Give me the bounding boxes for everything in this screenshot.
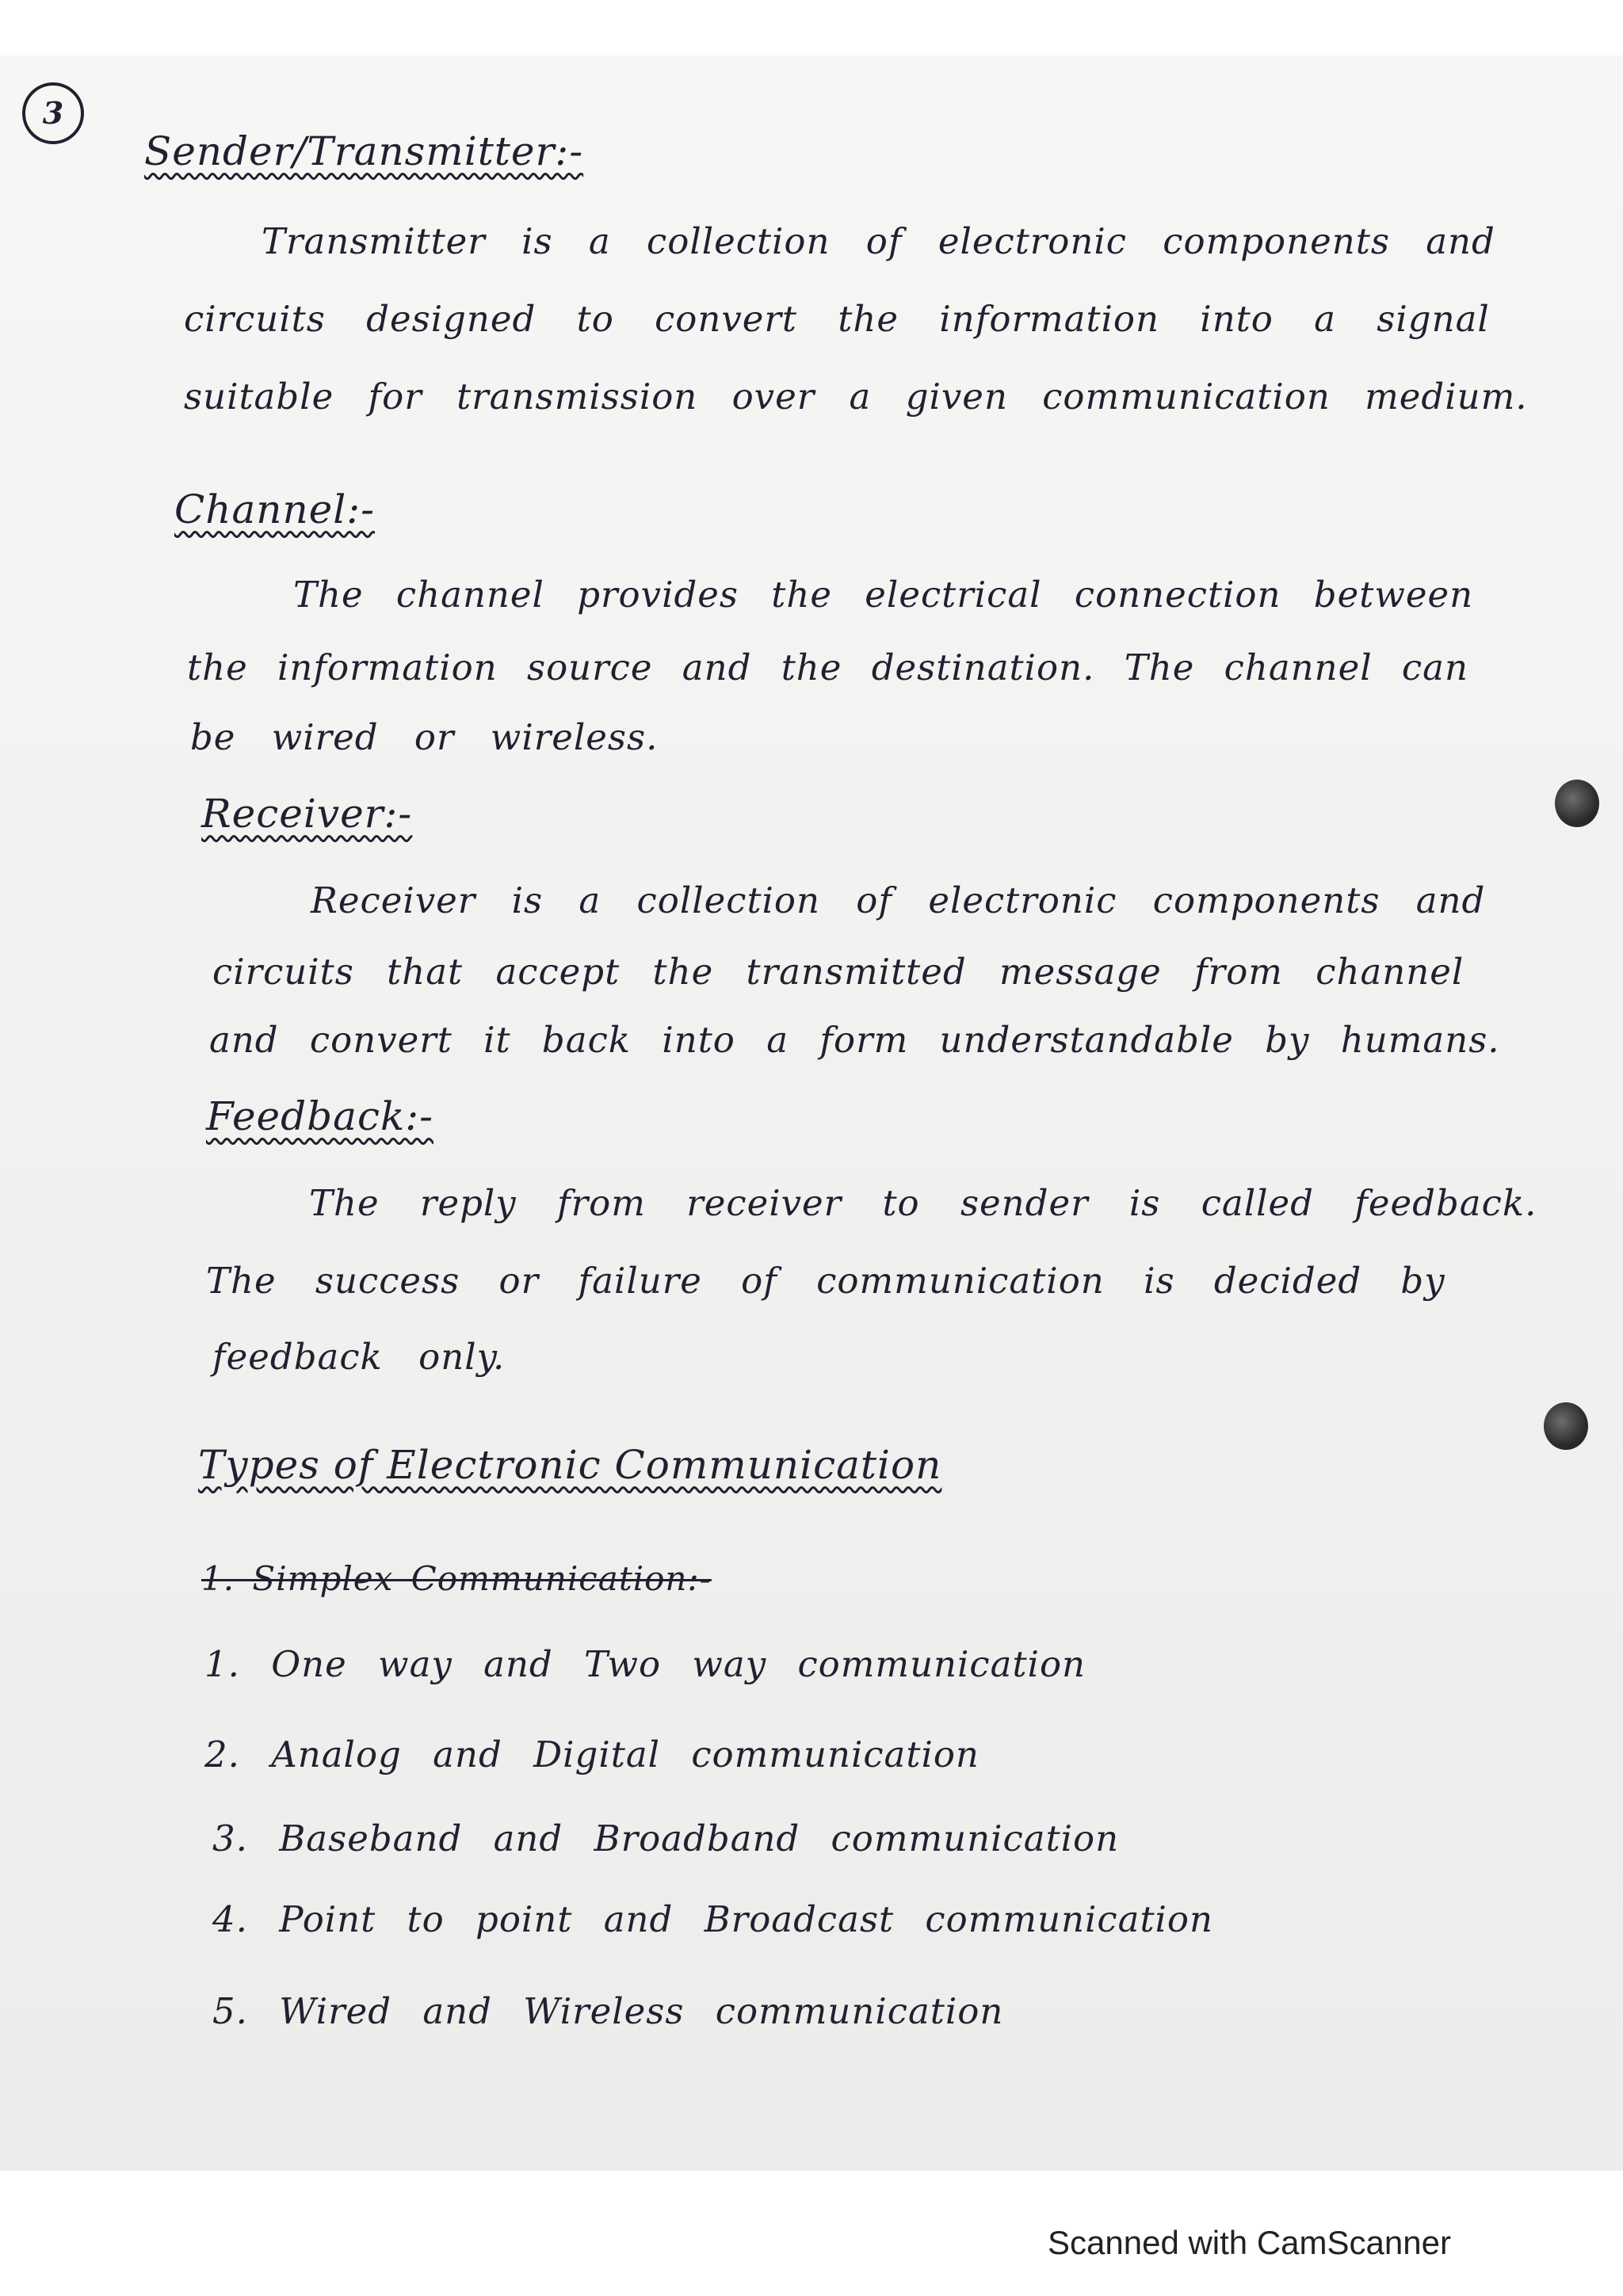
feedback-line-2: The success or failure of communication is decided by bbox=[206, 1260, 1445, 1302]
receiver-line-3: and convert it back into a form understandable by humans. bbox=[209, 1019, 1500, 1061]
channel-line-1: The channel provides the electrical connection between bbox=[293, 574, 1474, 616]
sender-line-1: Transmitter is a collection of electronic components and bbox=[262, 220, 1495, 262]
channel-line-2: the information source and the destination. The channel can bbox=[187, 646, 1468, 688]
channel-line-3: be wired or wireless. bbox=[190, 716, 659, 758]
types-list-item: 3. Baseband and Broadband communication bbox=[212, 1817, 1120, 1859]
feedback-line-1: The reply from receiver to sender is called feedback. bbox=[309, 1182, 1537, 1224]
sender-line-3: suitable for transmission over a given communication medium. bbox=[184, 376, 1528, 418]
types-list-item: 2. Analog and Digital communication bbox=[204, 1733, 980, 1775]
punch-hole-top bbox=[1555, 780, 1599, 827]
feedback-line-3: feedback only. bbox=[212, 1336, 506, 1378]
heading-feedback: Feedback:- bbox=[206, 1093, 434, 1139]
types-list-item: 1. One way and Two way communication bbox=[204, 1643, 1086, 1685]
punch-hole-bottom bbox=[1544, 1402, 1588, 1450]
scanner-watermark: Scanned with CamScanner bbox=[1048, 2224, 1451, 2261]
receiver-line-1: Receiver is a collection of electronic components and bbox=[311, 879, 1486, 921]
receiver-line-2: circuits that accept the transmitted message from channel bbox=[212, 951, 1465, 993]
sender-line-2: circuits designed to convert the information into a signal bbox=[184, 298, 1490, 340]
heading-channel: Channel:- bbox=[174, 486, 375, 532]
struck-subheading: 1. Simplex Communication:- bbox=[201, 1559, 712, 1598]
heading-sender-transmitter: Sender/Transmitter:- bbox=[144, 128, 584, 174]
page-number: 3 bbox=[22, 82, 84, 144]
heading-receiver: Receiver:- bbox=[201, 791, 413, 837]
types-list-item: 4. Point to point and Broadcast communication bbox=[212, 1898, 1214, 1940]
heading-types: Types of Electronic Communication bbox=[198, 1442, 942, 1488]
types-list-item: 5. Wired and Wireless communication bbox=[212, 1990, 1004, 2032]
